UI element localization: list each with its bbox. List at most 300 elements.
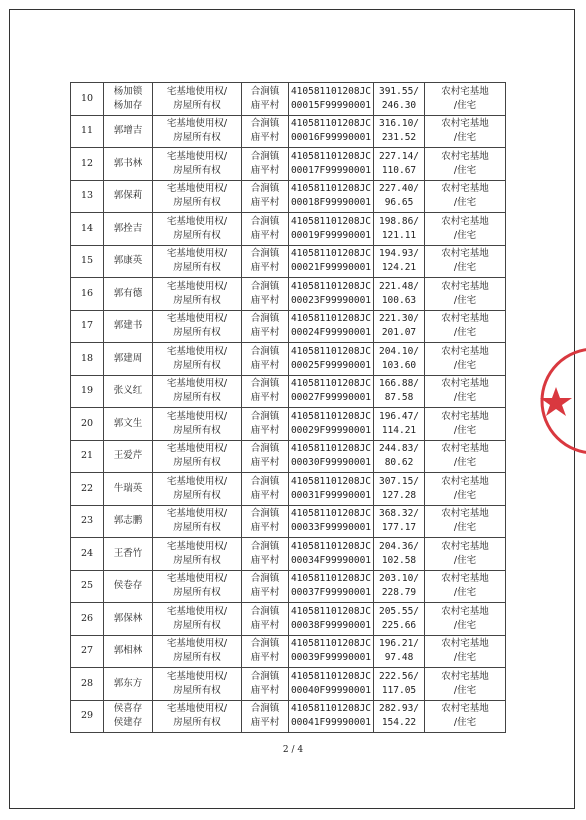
unit-code-line: 00025F99990001: [290, 359, 372, 371]
right-type-line: 宅基地使用权/: [166, 573, 228, 585]
unit-code-line: 00038F99990001: [290, 619, 372, 631]
unit-code-line: 00017F99990001: [290, 164, 372, 176]
table-row: [71, 473, 506, 506]
row-number-cell: 12: [71, 148, 104, 181]
row-number-cell: 10: [71, 83, 104, 116]
land-use-line: 农村宅基地: [441, 703, 489, 715]
right-type-line: 宅基地使用权/: [166, 313, 228, 325]
unit-code-cell: [289, 245, 374, 278]
land-use-cell: [425, 213, 506, 246]
location-line: 庙平村: [250, 392, 280, 404]
unit-code-line: 410581101208JC: [290, 540, 372, 552]
unit-code-line: 410581101208JC: [290, 670, 372, 682]
land-use-line: /住宅: [453, 587, 477, 599]
table-row: [71, 635, 506, 668]
table-row: [71, 505, 506, 538]
location-cell: [242, 668, 289, 701]
table-row: [71, 278, 506, 311]
location-line: 庙平村: [250, 554, 280, 566]
owner-name-line: 侯喜存: [113, 703, 143, 715]
owner-name-line: 侯建存: [113, 717, 143, 729]
unit-code-line: 410581101208JC: [290, 703, 372, 715]
area-cell: [374, 375, 425, 408]
unit-code-line: 410581101208JC: [290, 443, 372, 455]
area-line: 225.66: [381, 619, 417, 631]
area-line: 231.52: [381, 132, 417, 144]
right-type-cell: [153, 538, 242, 571]
owner-name-cell: [104, 538, 153, 571]
table-row: [71, 700, 506, 733]
area-line: 124.21: [381, 262, 417, 274]
location-line: 庙平村: [250, 619, 280, 631]
area-line: 204.36/: [378, 540, 420, 552]
unit-code-line: 410581101208JC: [290, 605, 372, 617]
unit-code-cell: [289, 278, 374, 311]
area-line: 203.10/: [378, 573, 420, 585]
location-line: 合涧镇: [250, 670, 280, 682]
right-type-cell: [153, 375, 242, 408]
land-use-cell: [425, 180, 506, 213]
area-line: 316.10/: [378, 118, 420, 130]
land-use-line: 农村宅基地: [441, 378, 489, 390]
location-cell: [242, 538, 289, 571]
right-type-cell: [153, 245, 242, 278]
area-cell: [374, 570, 425, 603]
owner-name-line: 郭有德: [113, 287, 143, 299]
area-cell: [374, 83, 425, 116]
unit-code-line: 410581101208JC: [290, 118, 372, 130]
owner-name-cell: [104, 83, 153, 116]
area-line: 166.88/: [378, 378, 420, 390]
unit-code-line: 00024F99990001: [290, 327, 372, 339]
land-use-line: 农村宅基地: [441, 573, 489, 585]
owner-name-cell: [104, 278, 153, 311]
location-line: 庙平村: [250, 164, 280, 176]
table-row: [71, 538, 506, 571]
unit-code-cell: [289, 408, 374, 441]
land-use-line: /住宅: [453, 392, 477, 404]
table-row: [71, 245, 506, 278]
location-line: 庙平村: [250, 327, 280, 339]
right-type-line: 房屋所有权: [173, 424, 221, 436]
location-line: 合涧镇: [250, 378, 280, 390]
land-use-line: /住宅: [453, 99, 477, 111]
row-number-cell: 15: [71, 245, 104, 278]
location-cell: [242, 635, 289, 668]
area-line: 246.30: [381, 99, 417, 111]
location-cell: [242, 375, 289, 408]
right-type-cell: [153, 700, 242, 733]
land-use-line: 农村宅基地: [441, 410, 489, 422]
area-cell: [374, 343, 425, 376]
table-row: [71, 343, 506, 376]
land-use-line: /住宅: [453, 197, 477, 209]
unit-code-line: 410581101208JC: [290, 215, 372, 227]
land-use-line: /住宅: [453, 717, 477, 729]
owner-name-line: 张义红: [113, 385, 143, 397]
right-type-line: 房屋所有权: [173, 489, 221, 501]
location-line: 庙平村: [250, 229, 280, 241]
owner-name-line: 郭志鹏: [113, 515, 143, 527]
right-type-line: 宅基地使用权/: [166, 540, 228, 552]
land-use-line: 农村宅基地: [441, 215, 489, 227]
owner-name-cell: [104, 310, 153, 343]
land-use-line: 农村宅基地: [441, 508, 489, 520]
table-row: [71, 213, 506, 246]
unit-code-cell: [289, 440, 374, 473]
land-use-line: 农村宅基地: [441, 345, 489, 357]
land-use-line: 农村宅基地: [441, 670, 489, 682]
land-use-line: 农村宅基地: [441, 443, 489, 455]
area-line: 201.07: [381, 327, 417, 339]
land-use-cell: [425, 408, 506, 441]
table-row: [71, 440, 506, 473]
location-cell: [242, 115, 289, 148]
unit-code-cell: [289, 375, 374, 408]
right-type-line: 房屋所有权: [173, 327, 221, 339]
right-type-line: 宅基地使用权/: [166, 638, 228, 650]
land-use-line: /住宅: [453, 619, 477, 631]
area-line: 307.15/: [378, 475, 420, 487]
right-type-line: 宅基地使用权/: [166, 85, 228, 97]
unit-code-line: 00027F99990001: [290, 392, 372, 404]
unit-code-line: 410581101208JC: [290, 313, 372, 325]
land-use-cell: [425, 668, 506, 701]
right-type-line: 房屋所有权: [173, 359, 221, 371]
table-row: [71, 310, 506, 343]
right-type-cell: [153, 570, 242, 603]
area-line: 103.60: [381, 359, 417, 371]
area-cell: [374, 603, 425, 636]
location-cell: [242, 278, 289, 311]
location-line: 庙平村: [250, 424, 280, 436]
right-type-line: 房屋所有权: [173, 392, 221, 404]
unit-code-line: 00039F99990001: [290, 652, 372, 664]
right-type-cell: [153, 668, 242, 701]
unit-code-line: 00040F99990001: [290, 684, 372, 696]
right-type-cell: [153, 635, 242, 668]
land-use-line: 农村宅基地: [441, 248, 489, 260]
row-number-cell: 11: [71, 115, 104, 148]
owner-name-line: 郭相林: [113, 645, 143, 657]
location-line: 合涧镇: [250, 443, 280, 455]
land-use-cell: [425, 278, 506, 311]
location-line: 合涧镇: [250, 150, 280, 162]
area-line: 244.83/: [378, 443, 420, 455]
location-line: 合涧镇: [250, 573, 280, 585]
location-cell: [242, 83, 289, 116]
unit-code-cell: [289, 115, 374, 148]
land-use-cell: [425, 505, 506, 538]
area-line: 194.93/: [378, 248, 420, 260]
right-type-line: 房屋所有权: [173, 457, 221, 469]
unit-code-line: 00037F99990001: [290, 587, 372, 599]
seal-star-icon: [540, 387, 572, 416]
location-cell: [242, 408, 289, 441]
area-line: 222.56/: [378, 670, 420, 682]
owner-name-line: 郭文生: [113, 417, 143, 429]
right-type-line: 宅基地使用权/: [166, 670, 228, 682]
location-line: 合涧镇: [250, 280, 280, 292]
location-cell: [242, 570, 289, 603]
location-line: 合涧镇: [250, 605, 280, 617]
right-type-line: 房屋所有权: [173, 132, 221, 144]
area-line: 121.11: [381, 229, 417, 241]
land-use-line: 农村宅基地: [441, 118, 489, 130]
right-type-line: 房屋所有权: [173, 554, 221, 566]
area-line: 102.58: [381, 554, 417, 566]
right-type-line: 宅基地使用权/: [166, 443, 228, 455]
area-line: 221.30/: [378, 313, 420, 325]
location-line: 庙平村: [250, 489, 280, 501]
owner-name-line: 郭保林: [113, 612, 143, 624]
area-cell: [374, 245, 425, 278]
unit-code-line: 410581101208JC: [290, 150, 372, 162]
land-use-line: 农村宅基地: [441, 313, 489, 325]
right-type-cell: [153, 148, 242, 181]
owner-name-cell: [104, 570, 153, 603]
owner-name-line: 郭东方: [113, 677, 143, 689]
land-use-cell: [425, 440, 506, 473]
owner-name-cell: [104, 213, 153, 246]
area-cell: [374, 310, 425, 343]
area-line: 204.10/: [378, 345, 420, 357]
land-use-line: /住宅: [453, 652, 477, 664]
area-line: 196.47/: [378, 410, 420, 422]
area-cell: [374, 668, 425, 701]
location-line: 合涧镇: [250, 183, 280, 195]
area-line: 227.14/: [378, 150, 420, 162]
land-use-line: 农村宅基地: [441, 85, 489, 97]
right-type-cell: [153, 278, 242, 311]
right-type-line: 宅基地使用权/: [166, 508, 228, 520]
row-number-cell: 19: [71, 375, 104, 408]
unit-code-line: 00016F99990001: [290, 132, 372, 144]
unit-code-line: 00021F99990001: [290, 262, 372, 274]
unit-code-line: 00034F99990001: [290, 554, 372, 566]
land-use-cell: [425, 635, 506, 668]
right-type-line: 房屋所有权: [173, 229, 221, 241]
owner-name-cell: [104, 700, 153, 733]
row-number-cell: 29: [71, 700, 104, 733]
unit-code-cell: [289, 603, 374, 636]
owner-name-line: 王香竹: [113, 547, 143, 559]
land-use-line: 农村宅基地: [441, 605, 489, 617]
location-cell: [242, 505, 289, 538]
unit-code-line: 410581101208JC: [290, 280, 372, 292]
area-cell: [374, 635, 425, 668]
location-line: 合涧镇: [250, 118, 280, 130]
area-line: 196.21/: [378, 638, 420, 650]
land-use-cell: [425, 343, 506, 376]
land-use-line: 农村宅基地: [441, 150, 489, 162]
table-row: [71, 180, 506, 213]
row-number-cell: 16: [71, 278, 104, 311]
land-use-cell: [425, 603, 506, 636]
owner-name-cell: [104, 473, 153, 506]
unit-code-line: 410581101208JC: [290, 573, 372, 585]
right-type-line: 房屋所有权: [173, 652, 221, 664]
area-cell: [374, 408, 425, 441]
right-type-line: 房屋所有权: [173, 522, 221, 534]
location-line: 庙平村: [250, 684, 280, 696]
right-type-cell: [153, 603, 242, 636]
land-use-line: 农村宅基地: [441, 280, 489, 292]
official-seal-stamp: [536, 345, 586, 457]
owner-name-line: 郭书林: [113, 157, 143, 169]
owner-name-line: 侯卷存: [113, 580, 143, 592]
right-type-cell: [153, 213, 242, 246]
area-line: 228.79: [381, 587, 417, 599]
land-use-cell: [425, 700, 506, 733]
land-use-line: /住宅: [453, 489, 477, 501]
unit-code-line: 410581101208JC: [290, 345, 372, 357]
location-cell: [242, 603, 289, 636]
area-cell: [374, 505, 425, 538]
owner-name-cell: [104, 115, 153, 148]
land-use-line: /住宅: [453, 229, 477, 241]
location-cell: [242, 343, 289, 376]
unit-code-line: 00015F99990001: [290, 99, 372, 111]
right-type-cell: [153, 408, 242, 441]
land-use-cell: [425, 473, 506, 506]
land-use-line: 农村宅基地: [441, 638, 489, 650]
table-row: [71, 83, 506, 116]
right-type-line: 宅基地使用权/: [166, 410, 228, 422]
table-body: [71, 83, 506, 733]
location-line: 合涧镇: [250, 215, 280, 227]
row-number-cell: 22: [71, 473, 104, 506]
location-line: 合涧镇: [250, 508, 280, 520]
area-cell: [374, 440, 425, 473]
land-use-line: /住宅: [453, 684, 477, 696]
unit-code-cell: [289, 213, 374, 246]
right-type-line: 房屋所有权: [173, 717, 221, 729]
unit-code-cell: [289, 700, 374, 733]
land-use-cell: [425, 310, 506, 343]
area-line: 177.17: [381, 522, 417, 534]
land-use-line: /住宅: [453, 522, 477, 534]
owner-name-line: 郭康英: [113, 255, 143, 267]
unit-code-line: 00033F99990001: [290, 522, 372, 534]
land-use-cell: [425, 245, 506, 278]
row-number-cell: 13: [71, 180, 104, 213]
area-cell: [374, 180, 425, 213]
unit-code-cell: [289, 343, 374, 376]
area-line: 391.55/: [378, 85, 420, 97]
row-number-cell: 26: [71, 603, 104, 636]
land-use-cell: [425, 570, 506, 603]
location-line: 合涧镇: [250, 475, 280, 487]
unit-code-cell: [289, 83, 374, 116]
right-type-cell: [153, 180, 242, 213]
right-type-cell: [153, 115, 242, 148]
right-type-line: 房屋所有权: [173, 99, 221, 111]
land-use-line: 农村宅基地: [441, 475, 489, 487]
location-line: 庙平村: [250, 457, 280, 469]
area-line: 114.21: [381, 424, 417, 436]
unit-code-line: 00041F99990001: [290, 717, 372, 729]
land-use-line: 农村宅基地: [441, 540, 489, 552]
row-number-cell: 27: [71, 635, 104, 668]
unit-code-cell: [289, 148, 374, 181]
unit-code-line: 410581101208JC: [290, 475, 372, 487]
unit-code-cell: [289, 635, 374, 668]
land-use-cell: [425, 148, 506, 181]
row-number-cell: 14: [71, 213, 104, 246]
registration-table: [70, 82, 506, 733]
unit-code-line: 00023F99990001: [290, 294, 372, 306]
row-number-cell: 18: [71, 343, 104, 376]
unit-code-line: 410581101208JC: [290, 378, 372, 390]
owner-name-cell: [104, 635, 153, 668]
unit-code-line: 410581101208JC: [290, 183, 372, 195]
right-type-line: 宅基地使用权/: [166, 703, 228, 715]
land-use-line: /住宅: [453, 294, 477, 306]
location-line: 庙平村: [250, 652, 280, 664]
unit-code-cell: [289, 668, 374, 701]
land-use-cell: [425, 115, 506, 148]
table-row: [71, 603, 506, 636]
unit-code-line: 00019F99990001: [290, 229, 372, 241]
owner-name-cell: [104, 440, 153, 473]
owner-name-cell: [104, 603, 153, 636]
area-cell: [374, 473, 425, 506]
row-number-cell: 20: [71, 408, 104, 441]
area-line: 96.65: [384, 197, 414, 209]
land-use-cell: [425, 538, 506, 571]
location-cell: [242, 245, 289, 278]
unit-code-cell: [289, 180, 374, 213]
location-cell: [242, 310, 289, 343]
land-use-line: /住宅: [453, 424, 477, 436]
right-type-cell: [153, 83, 242, 116]
location-cell: [242, 148, 289, 181]
area-line: 110.67: [381, 164, 417, 176]
location-line: 庙平村: [250, 132, 280, 144]
area-line: 221.48/: [378, 280, 420, 292]
unit-code-line: 00029F99990001: [290, 424, 372, 436]
owner-name-line: 郭拴吉: [113, 222, 143, 234]
land-use-line: /住宅: [453, 327, 477, 339]
land-use-line: /住宅: [453, 262, 477, 274]
right-type-line: 宅基地使用权/: [166, 150, 228, 162]
land-use-cell: [425, 83, 506, 116]
land-use-line: /住宅: [453, 457, 477, 469]
owner-name-cell: [104, 375, 153, 408]
unit-code-cell: [289, 505, 374, 538]
unit-code-cell: [289, 473, 374, 506]
area-cell: [374, 148, 425, 181]
right-type-line: 宅基地使用权/: [166, 248, 228, 260]
row-number-cell: 23: [71, 505, 104, 538]
unit-code-line: 00030F99990001: [290, 457, 372, 469]
unit-code-line: 410581101208JC: [290, 410, 372, 422]
location-line: 庙平村: [250, 197, 280, 209]
unit-code-line: 00018F99990001: [290, 197, 372, 209]
table-row: [71, 408, 506, 441]
location-cell: [242, 700, 289, 733]
area-line: 117.05: [381, 684, 417, 696]
table-row: [71, 148, 506, 181]
location-line: 庙平村: [250, 359, 280, 371]
land-use-line: /住宅: [453, 164, 477, 176]
unit-code-line: 00031F99990001: [290, 489, 372, 501]
right-type-line: 宅基地使用权/: [166, 215, 228, 227]
location-line: 庙平村: [250, 587, 280, 599]
area-cell: [374, 278, 425, 311]
owner-name-line: 郭增吉: [113, 125, 143, 137]
